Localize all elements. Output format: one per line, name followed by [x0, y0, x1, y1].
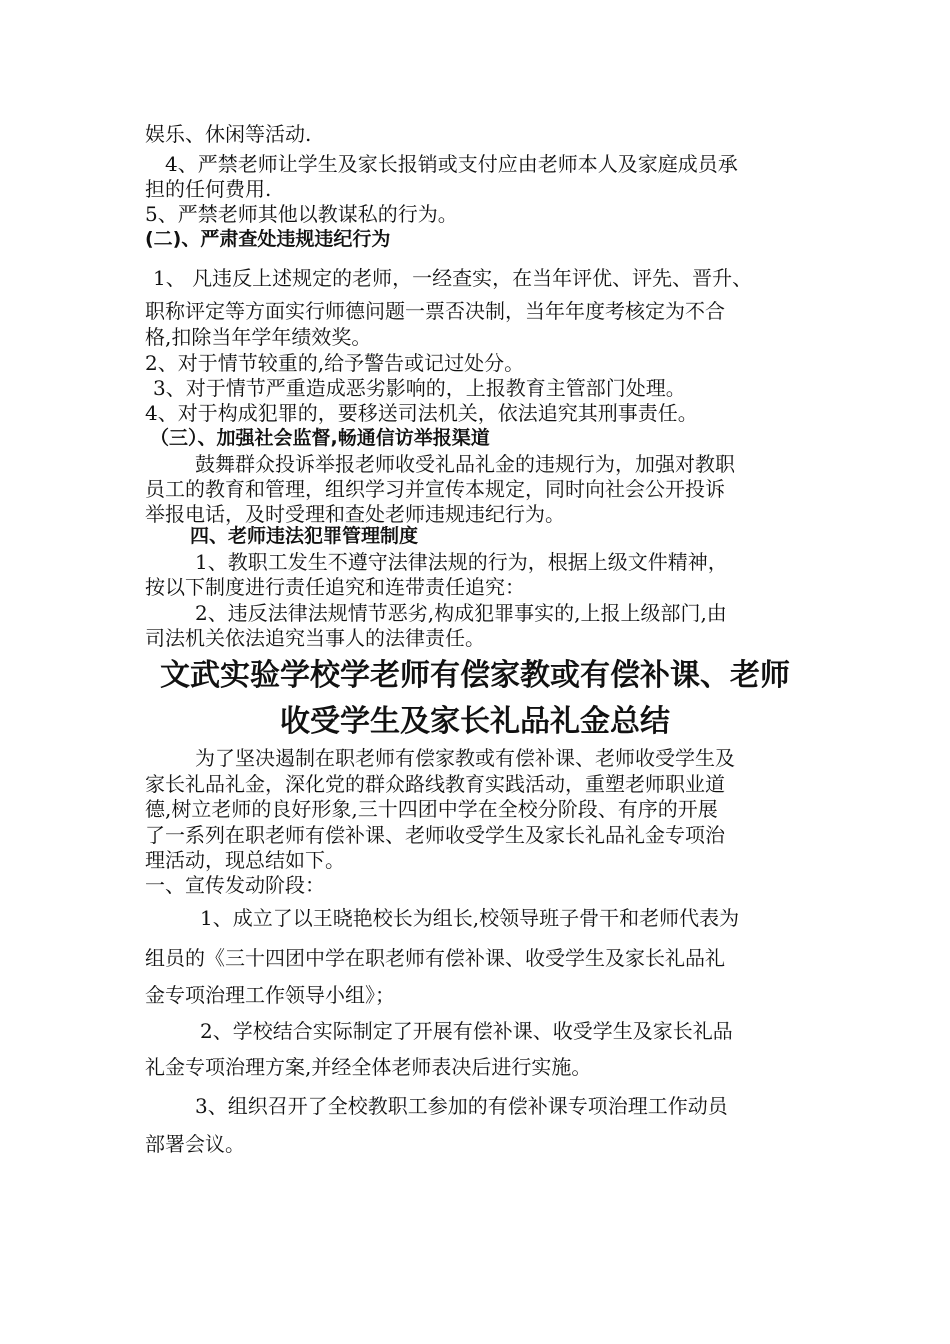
- paragraph-line: 格,扣除当年学年绩效奖。: [145, 325, 372, 349]
- paragraph-line: 德,树立老师的良好形象,三十四团中学在全校分阶段、有序的开展: [145, 797, 718, 821]
- paragraph-line: 按以下制度进行责任追究和连带责任追究：: [145, 575, 525, 599]
- paragraph-line: 家长礼品礼金，深化党的群众路线教育实践活动，重塑老师职业道: [145, 772, 725, 796]
- section-heading: (二)、严肃查处违规违纪行为: [145, 228, 391, 250]
- paragraph-line: 1、教职工发生不遵守法律法规的行为，根据上级文件精神，: [195, 550, 728, 574]
- paragraph-line: 3、对于情节严重造成恶劣影响的，上报教育主管部门处理。: [153, 376, 686, 400]
- paragraph-line: 职称评定等方面实行师德问题一票否决制，当年年度考核定为不合: [145, 299, 725, 323]
- paragraph-line: 娱乐、休闲等活动.: [145, 122, 312, 146]
- paragraph-line: 金专项治理工作领导小组》；: [145, 983, 395, 1007]
- paragraph-line: 组员的《三十四团中学在职老师有偿补课、收受学生及家长礼品礼: [145, 946, 725, 970]
- document-title: 文武实验学校学老师有偿家教或有偿补课、老师: [160, 658, 790, 693]
- paragraph-line: 员工的教育和管理，组织学习并宣传本规定，同时向社会公开投诉: [145, 477, 725, 501]
- paragraph-line: 一、宣传发动阶段：: [145, 873, 325, 897]
- paragraph-line: 部署会议。: [145, 1132, 245, 1156]
- paragraph-line: 举报电话，及时受理和查处老师违规违纪行为。: [145, 502, 565, 526]
- paragraph-line: 2、对于情节较重的,给予警告或记过处分。: [145, 351, 525, 375]
- paragraph-line: 4、对于构成犯罪的，要移送司法机关，依法追究其刑事责任。: [145, 401, 698, 425]
- paragraph-line: 鼓舞群众投诉举报老师收受礼品礼金的违规行为，加强对教职: [195, 452, 735, 476]
- paragraph-line: 为了坚决遏制在职老师有偿家教或有偿补课、老师收受学生及: [195, 746, 735, 770]
- paragraph-line: 1、 凡违反上述规定的老师，一经查实，在当年评优、评先、晋升、: [153, 266, 753, 290]
- paragraph-line: 司法机关依法追究当事人的法律责任。: [145, 626, 485, 650]
- section-heading: （三）、加强社会监督,畅通信访举报渠道: [150, 427, 490, 449]
- paragraph-line: 理活动，现总结如下。: [145, 848, 345, 872]
- paragraph-line: 5、严禁老师其他以教谋私的行为。: [145, 202, 458, 226]
- paragraph-line: 1、成立了以王晓艳校长为组长,校领导班子骨干和老师代表为: [200, 906, 740, 930]
- section-heading: 四、老师违法犯罪管理制度: [190, 525, 419, 547]
- paragraph-line: 2、违反法律法规情节恶劣,构成犯罪事实的,上报上级部门,由: [195, 601, 727, 625]
- paragraph-line: 4、严禁老师让学生及家长报销或支付应由老师本人及家庭成员承: [165, 152, 738, 176]
- paragraph-line: 3、组织召开了全校教职工参加的有偿补课专项治理工作动员: [195, 1094, 728, 1118]
- paragraph-line: 2、学校结合实际制定了开展有偿补课、收受学生及家长礼品: [200, 1019, 733, 1043]
- document-title: 收受学生及家长礼品礼金总结: [280, 704, 670, 739]
- paragraph-line: 了一系列在职老师有偿补课、老师收受学生及家长礼品礼金专项治: [145, 823, 725, 847]
- paragraph-line: 礼金专项治理方案,并经全体老师表决后进行实施。: [145, 1055, 592, 1079]
- paragraph-line: 担的任何费用.: [145, 177, 272, 201]
